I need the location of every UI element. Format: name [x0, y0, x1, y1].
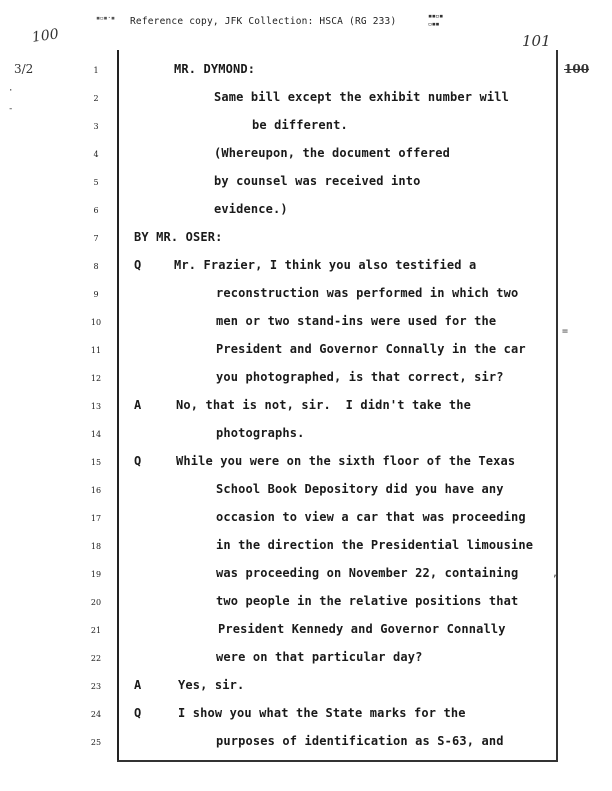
line-number: 2: [93, 94, 99, 103]
speaker-label: Q: [134, 706, 142, 720]
line-number: 15: [90, 458, 102, 467]
line-number: 11: [90, 346, 102, 355]
stamp-mark-right: ▪▪▫▪ ▫▪▪: [428, 12, 443, 28]
transcript-line: [0, 313, 612, 333]
line-text: School Book Depository did you have any: [216, 482, 504, 496]
line-number: 4: [93, 150, 99, 159]
line-number: 21: [90, 626, 102, 635]
line-text: was proceeding on November 22, containing: [216, 566, 519, 580]
line-text: BY MR. OSER:: [134, 230, 223, 244]
line-number: 19: [90, 570, 102, 579]
line-number: 18: [90, 542, 102, 551]
line-text: be different.: [252, 118, 348, 132]
line-number: 3: [93, 122, 99, 131]
line-number: 9: [93, 290, 99, 299]
document-header: Reference copy, JFK Collection: HSCA (RG 233): [130, 16, 397, 27]
transcript-line: [0, 89, 612, 109]
line-text: by counsel was received into: [214, 174, 421, 188]
speaker-label: Q: [134, 454, 142, 468]
transcript-line: [0, 229, 612, 249]
line-text: photographs.: [216, 426, 305, 440]
line-text: evidence.): [214, 202, 288, 216]
transcript-line: [0, 649, 612, 669]
transcript-line: [0, 537, 612, 557]
transcript-line: [0, 425, 612, 445]
transcript-line: [0, 201, 612, 221]
line-text: While you were on the sixth floor of the Texas: [176, 454, 516, 468]
line-text: (Whereupon, the document offered: [214, 146, 450, 160]
transcript-line: [0, 593, 612, 613]
transcript-line: [0, 173, 612, 193]
transcript-line: [0, 565, 612, 585]
line-text: Same bill except the exhibit number will: [214, 90, 509, 104]
stamp-mark-left: ▪▫▪·▪: [96, 14, 115, 22]
line-text: I show you what the State marks for the: [178, 706, 466, 720]
line-text: MR. DYMOND:: [174, 62, 256, 76]
line-number: 12: [90, 374, 102, 383]
transcript-line: [0, 257, 612, 277]
transcript-line: [0, 285, 612, 305]
line-number: 10: [90, 318, 102, 327]
transcript-line: [0, 733, 612, 753]
transcript-line: [0, 677, 612, 697]
transcript-line: [0, 61, 612, 81]
speaker-label: A: [134, 678, 142, 692]
line-text: in the direction the Presidential limousine: [216, 538, 534, 552]
line-number: 6: [93, 206, 99, 215]
transcript-line: [0, 341, 612, 361]
line-text: President and Governor Connally in the car: [216, 342, 526, 356]
line-number: 25: [90, 738, 102, 747]
line-text: you photographed, is that correct, sir?: [216, 370, 504, 384]
line-number: 20: [90, 598, 102, 607]
transcript-line: [0, 453, 612, 473]
edge-mark: ,: [552, 568, 559, 579]
edge-mark: =: [562, 326, 569, 337]
transcript-line: [0, 397, 612, 417]
struck-page-number: 100: [564, 62, 590, 76]
line-text: were on that particular day?: [216, 650, 423, 664]
line-number: 1: [93, 66, 99, 75]
line-number: 22: [90, 654, 102, 663]
transcript-line: [0, 145, 612, 165]
line-text: two people in the relative positions that: [216, 594, 519, 608]
line-number: 8: [93, 262, 99, 271]
handwritten-page-number-top-left: 100: [31, 26, 60, 46]
line-text: reconstruction was performed in which two: [216, 286, 519, 300]
line-text: occasion to view a car that was proceeding: [216, 510, 526, 524]
line-text: purposes of identification as S-63, and: [216, 734, 504, 748]
line-text: President Kennedy and Governor Connally: [218, 622, 506, 636]
transcript-line: [0, 509, 612, 529]
page-marker: 3/2: [14, 62, 34, 76]
speaker-label: A: [134, 398, 142, 412]
transcript-line: [0, 369, 612, 389]
transcript-line: [0, 481, 612, 501]
line-text: Mr. Frazier, I think you also testified a: [174, 258, 477, 272]
transcript-line: [0, 705, 612, 725]
line-number: 13: [90, 402, 102, 411]
line-number: 24: [90, 710, 102, 719]
line-text: No, that is not, sir. I didn't take the: [176, 398, 471, 412]
handwritten-page-number-top-right: 101: [522, 32, 551, 50]
line-number: 17: [90, 514, 102, 523]
speaker-label: Q: [134, 258, 142, 272]
line-number: 14: [90, 430, 102, 439]
line-number: 16: [90, 486, 102, 495]
line-number: 7: [93, 234, 99, 243]
margin-dot: -: [8, 104, 14, 114]
line-number: 5: [93, 178, 99, 187]
line-number: 23: [90, 682, 102, 691]
line-text: men or two stand-ins were used for the: [216, 314, 497, 328]
line-text: Yes, sir.: [178, 678, 245, 692]
transcript-line: [0, 621, 612, 641]
margin-dot: ·: [8, 86, 14, 96]
transcript-line: [0, 117, 612, 137]
